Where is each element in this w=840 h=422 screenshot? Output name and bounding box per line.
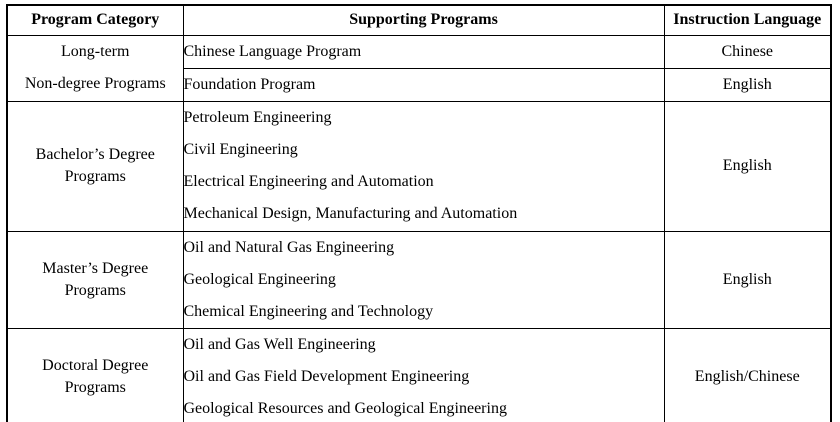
category-cell-longterm-nondegree <box>7 35 183 101</box>
table-row-chinese-language-program <box>7 35 831 68</box>
language-cell: Chinese <box>664 35 831 68</box>
category-line: Master’s Degree <box>42 259 149 277</box>
program-line: Oil and Natural Gas Engineering <box>183 238 395 256</box>
table-row-doctoral <box>7 328 831 422</box>
program-line: Geological Engineering <box>183 270 336 288</box>
category-cell-masters <box>7 231 183 328</box>
col-header-instruction-language: Instruction Language <box>664 5 831 35</box>
program-cell <box>183 101 664 231</box>
program-cell: Foundation Program <box>183 68 664 101</box>
col-header-supporting-programs: Supporting Programs <box>183 5 664 35</box>
table-row-masters <box>7 231 831 328</box>
language-cell: English <box>664 231 831 328</box>
program-line: Oil and Gas Field Development Engineering <box>183 367 470 385</box>
program-line: Petroleum Engineering <box>183 109 332 126</box>
programs-table <box>6 4 832 422</box>
program-line: Geological Resources and Geological Engineering <box>183 399 507 417</box>
program-cell: Chinese Language Program <box>183 35 664 68</box>
program-line: Mechanical Design, Manufacturing and Automation <box>183 205 518 222</box>
header-row <box>7 5 831 35</box>
program-cell <box>183 328 664 422</box>
program-cell <box>183 231 664 328</box>
table-row-bachelors <box>7 101 831 231</box>
category-line: Programs <box>64 281 126 299</box>
program-line: Civil Engineering <box>183 141 298 158</box>
program-line: Chemical Engineering and Technology <box>183 302 434 320</box>
col-header-program-category: Program Category <box>7 5 183 35</box>
category-line: Doctoral Degree <box>42 356 149 374</box>
category-cell-bachelors <box>7 101 183 231</box>
language-cell: English/Chinese <box>664 328 831 422</box>
category-cell-doctoral <box>7 328 183 422</box>
category-line: Bachelor’s Degree <box>35 146 155 163</box>
category-line: Programs <box>64 168 126 185</box>
language-cell: English <box>664 101 831 231</box>
category-line: Long-term <box>61 43 130 60</box>
category-line: Programs <box>64 378 126 396</box>
language-cell: English <box>664 68 831 101</box>
program-line: Electrical Engineering and Automation <box>183 173 434 190</box>
program-line: Oil and Gas Well Engineering <box>183 335 376 353</box>
category-line: Non-degree Programs <box>24 75 166 92</box>
